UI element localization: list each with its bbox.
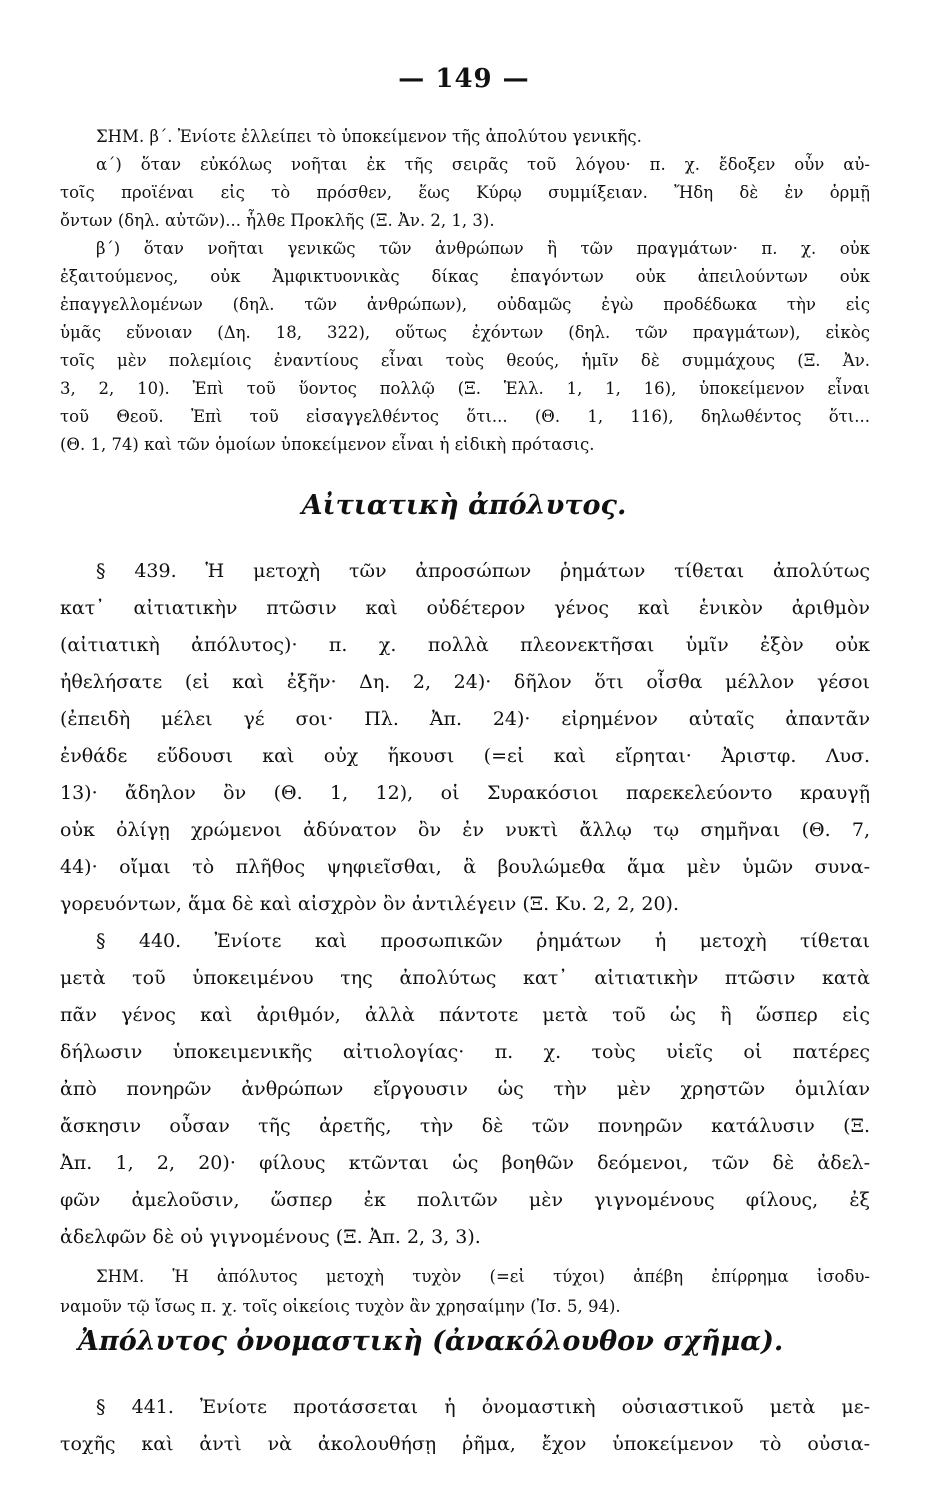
text-line: ἐπαγγελλομένων (δηλ. τῶν ἀνθρώπων), οὐδαμῶς ἐγὼ προδέδωκα τὴν εἰς <box>60 295 870 314</box>
page-number: — 149 — <box>398 64 530 94</box>
text-line: κατ᾿ αἰτιατικὴν πτῶσιν καὶ οὐδέτερον γένος καὶ ἑνικὸν ἀριθμὸν <box>60 597 870 619</box>
text-line: τοῖς προϊέναι εἰς τὸ πρόσθεν, ἕως Κύρῳ συμμίξειαν. Ἤδη δὲ ἐν ὁρμῇ <box>60 183 870 202</box>
text-line: § 440. Ἐνίοτε καὶ προσωπικῶν ῥημάτων ἡ μετοχὴ τίθεται <box>96 930 870 952</box>
text-line: ἄσκησιν οὖσαν τῆς ἀρετῆς, τὴν δὲ τῶν πονηρῶν κατάλυσιν (Ξ. <box>60 1115 870 1137</box>
text-line: (ἐπειδὴ μέλει γέ σοι· Πλ. Ἀπ. 24)· εἰρημένον αὐταῖς ἀπαντᾶν <box>60 708 870 730</box>
text-line: 44)· οἴμαι τὸ πλῆθος ψηφιεῖσθαι, ἃ βουλώμεθα ἅμα μὲν ὑμῶν συνα- <box>60 856 870 878</box>
text-line: (Θ. 1, 74) καὶ τῶν ὁμοίων ὑποκείμενον εἶναι ἡ εἰδικὴ πρότασις. <box>60 435 595 454</box>
text-line: ἀδελφῶν δὲ οὐ γιγνομένους (Ξ. Ἀπ. 2, 3, 3). <box>60 1226 481 1248</box>
text-line: ΣΗΜ. β΄. Ἐνίοτε ἐλλείπει τὸ ὑποκείμενον τῆς ἀπολύτου γενικῆς. <box>96 127 642 146</box>
section-heading: Ἀπόλυτος ὀνομαστικὴ (ἀνακόλουθον σχῆμα). <box>78 1326 784 1357</box>
note-line: ΣΗΜ. Ἡ ἀπόλυτος μετοχὴ τυχὸν (=εἰ τύχοι) ἀπέβη ἐπίρρημα ἰσοδυ- <box>96 1267 870 1286</box>
text-line: ὑμᾶς εὔνοιαν (Δη. 18, 322), οὕτως ἐχόντων (δηλ. τῶν πραγμάτων), εἰκὸς <box>60 323 870 342</box>
text-line: γορευόντων, ἅμα δὲ καὶ αἰσχρὸν ὂν ἀντιλέγειν (Ξ. Κυ. 2, 2, 20). <box>60 893 680 915</box>
text-line: Ἀπ. 1, 2, 20)· φίλους κτῶνται ὡς βοηθῶν δεόμενοι, τῶν δὲ ἀδελ- <box>60 1152 870 1174</box>
text-line: α΄) ὅταν εὐκόλως νοῆται ἐκ τῆς σειρᾶς τοῦ λόγου· π. χ. ἔδοξεν οὖν αὐ- <box>96 155 870 174</box>
text-line: τοχῆς καὶ ἀντὶ νὰ ἀκολουθήσῃ ῥῆμα, ἔχον ὑποκείμενον τὸ οὐσια- <box>60 1433 870 1455</box>
text-line: πᾶν γένος καὶ ἀριθμόν, ἀλλὰ πάντοτε μετὰ τοῦ ὡς ἢ ὥσπερ εἰς <box>60 1004 870 1026</box>
text-line: ἐξαιτούμενος, οὐκ Ἀμφικτυονικὰς δίκας ἐπαγόντων οὐκ ἀπειλούντων οὐκ <box>60 267 870 286</box>
text-line: 3, 2, 10). Ἐπὶ τοῦ ὕοντος πολλῷ (Ξ. Ἑλλ. 1, 1, 16), ὑποκείμενον εἶναι <box>60 379 870 398</box>
text-line: ἀπὸ πονηρῶν ἀνθρώπων εἴργουσιν ὡς τὴν μὲν χρηστῶν ὁμιλίαν <box>60 1078 870 1100</box>
text-line: 13)· ἄδηλον ὂν (Θ. 1, 12), οἱ Συρακόσιοι παρεκελεύοντο κραυγῇ <box>60 782 870 804</box>
text-line: τοῦ Θεοῦ. Ἐπὶ τοῦ εἰσαγγελθέντος ὅτι... (Θ. 1, 116), δηλωθέντος ὅτι... <box>60 407 870 426</box>
text-line: τοῖς μὲν πολεμίοις ἐναντίους εἶναι τοὺς θεούς, ἡμῖν δὲ συμμάχους (Ξ. Ἀν. <box>60 351 870 370</box>
text-line: (αἰτιατικὴ ἀπόλυτος)· π. χ. πολλὰ πλεονεκτῆσαι ὑμῖν ἐξὸν οὐκ <box>60 634 870 656</box>
text-line: β΄) ὅταν νοῆται γενικῶς τῶν ἀνθρώπων ἢ τῶν πραγμάτων· π. χ. οὐκ <box>96 239 870 258</box>
text-line: § 441. Ἐνίοτε προτάσσεται ἡ ὀνομαστικὴ οὐσιαστικοῦ μετὰ με- <box>96 1396 870 1418</box>
text-line: δήλωσιν ὑποκειμενικῆς αἰτιολογίας· π. χ. τοὺς υἱεῖς οἱ πατέρες <box>60 1041 870 1063</box>
note-line: ναμοῦν τῷ ἴσως π. χ. τοῖς οἰκείοις τυχὸν ἂν χρησαίμην (Ἰσ. 5, 94). <box>60 1297 621 1316</box>
text-line: μετὰ τοῦ ὑποκειμένου της ἀπολύτως κατ᾿ αἰτιατικὴν πτῶσιν κατὰ <box>60 967 870 989</box>
text-line: οὐκ ὀλίγῃ χρώμενοι ἀδύνατον ὂν ἐν νυκτὶ ἄλλῳ τῳ σημῆναι (Θ. 7, <box>60 819 870 841</box>
section-heading: Αἰτιατικὴ ἀπόλυτος. <box>301 490 627 521</box>
text-line: ἠθελήσατε (εἰ καὶ ἐξῆν· Δη. 2, 24)· δῆλον ὅτι οἶσθα μέλλον γέσοι <box>60 671 870 693</box>
text-line: ἐνθάδε εὕδουσι καὶ οὐχ ἥκουσι (=εἰ καὶ εἴρηται· Ἀριστφ. Λυσ. <box>60 745 870 767</box>
text-line: φῶν ἀμελοῦσιν, ὥσπερ ἐκ πολιτῶν μὲν γιγνομένους φίλους, ἐξ <box>60 1189 870 1211</box>
text-line: ὄντων (δηλ. αὐτῶν)... ἧλθε Προκλῆς (Ξ. Ἀν. 2, 1, 3). <box>60 211 495 230</box>
text-line: § 439. Ἡ μετοχὴ τῶν ἀπροσώπων ῥημάτων τίθεται ἀπολύτως <box>96 560 870 582</box>
